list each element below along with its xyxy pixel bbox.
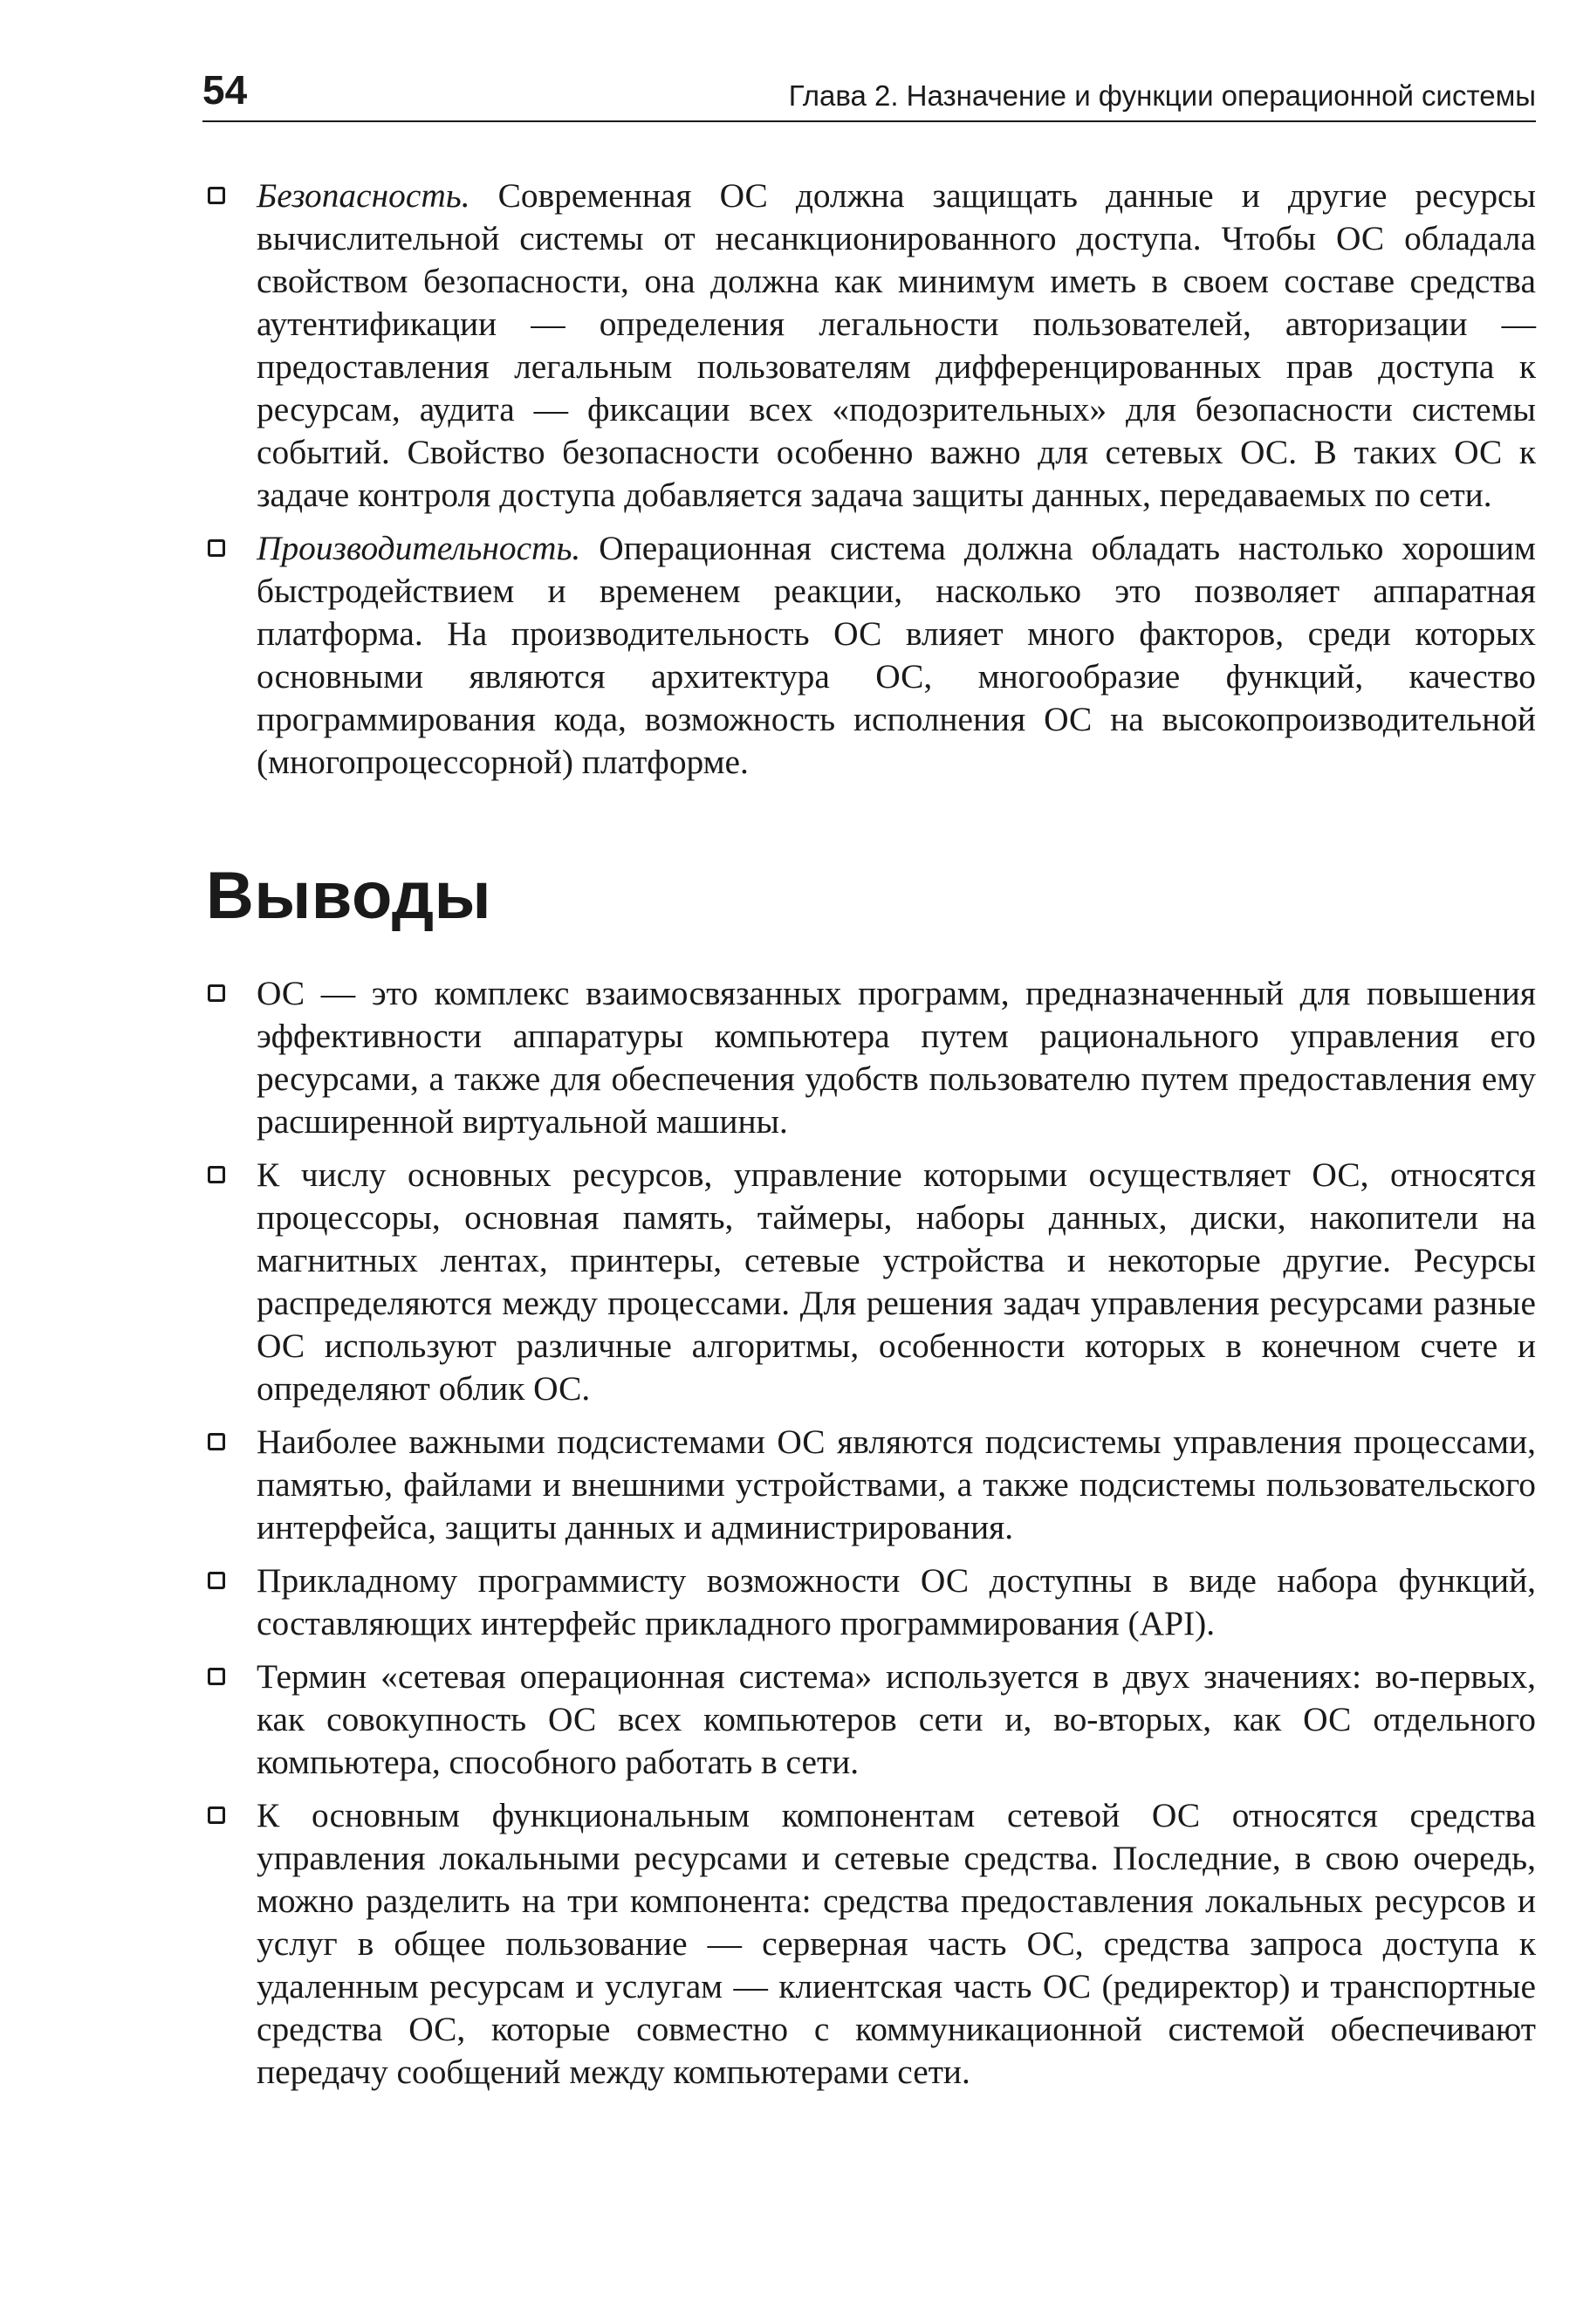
chapter-title: Глава 2. Назначение и функции операционной системы <box>788 79 1536 112</box>
checkbox-bullet-icon <box>208 984 225 1002</box>
running-header <box>202 61 1536 122</box>
list-item <box>206 972 1536 1143</box>
intro-list <box>206 175 1536 784</box>
conclusions-list <box>206 972 1536 2094</box>
checkbox-bullet-icon <box>208 1572 225 1589</box>
list-item <box>206 1560 1536 1645</box>
list-item-security <box>206 175 1536 517</box>
checkbox-bullet-icon <box>208 1166 225 1183</box>
list-item <box>206 1154 1536 1410</box>
section-heading: Выводы <box>206 859 492 933</box>
list-item <box>206 1656 1536 1784</box>
list-item <box>206 1794 1536 2094</box>
checkbox-bullet-icon <box>208 1806 225 1824</box>
item-text: Прикладному программисту возможности ОС доступны в виде набора функций, составляющих интерфейс прикладного программирования (API). <box>257 1561 1536 1642</box>
item-text: К основным функциональным компонентам сетевой ОС относятся средства управления локальными ресурсами и сетевые средства. Последние, в свою очередь, можно разделить на три компонента: средства предоставления локальных ресурсов и услуг в общее пользование — серверная часть ОС, средства запроса доступа к удаленным ресурсам и услугам — клиентская часть ОС (редиректор) и транспортные средства ОС, которые совместно с коммуникационной системой обеспечивают передачу сообщений между компьютерами сети. <box>257 1796 1536 2091</box>
item-text: Наиболее важными подсистемами ОС являются подсистемы управления процессами, памятью, файлами и внешними устройствами, а также подсистемы пользовательского интерфейса, защиты данных и администрирования. <box>257 1423 1536 1546</box>
item-text: Современная ОС должна защищать данные и другие ресурсы вычислительной системы от несанкционированного доступа. Чтобы ОС обладала свойством безопасности, она должна как минимум иметь в своем составе средства аутентификации — определения легальности пользователей, авторизации — предоставления легальным пользователям дифференцированных прав доступа к ресурсам, аудита — фиксации всех «подозрительных» для безопасности системы событий. Свойство безопасности особенно важно для сетевых ОС. В таких ОС к задаче контроля доступа добавляется задача защиты данных, передаваемых по сети. <box>257 176 1536 514</box>
page-content <box>206 175 1536 2104</box>
checkbox-bullet-icon <box>208 187 225 204</box>
item-text: Операционная система должна обладать настолько хорошим быстродействием и временем реакции, насколько это позволяет аппаратная платформа. На производительность ОС влияет много факторов, среди которых основными являются архитектура ОС, многообразие функций, качество программирования кода, возможность исполнения ОС на высокопроизводительной (многопроцессорной) платформе. <box>257 529 1536 781</box>
page-number: 54 <box>202 67 248 113</box>
checkbox-bullet-icon <box>208 1668 225 1685</box>
item-text: Термин «сетевая операционная система» используется в двух значениях: во-первых, как совокупность ОС всех компьютеров сети и, во-вторых, как ОС отдельного компьютера, способного работать в сети. <box>257 1657 1536 1781</box>
item-text: ОС — это комплекс взаимосвязанных программ, предназначенный для повышения эффективности аппаратуры компьютера путем рационального управления его ресурсами, а также для обеспечения удобств пользователю путем предоставления ему расширенной виртуальной машины. <box>257 974 1536 1141</box>
item-text: К числу основных ресурсов, управление которыми осуществляет ОС, относятся процессоры, основная память, таймеры, наборы данных, диски, накопители на магнитных лентах, принтеры, сетевые устройства и некоторые другие. Ресурсы распределяются между процессами. Для решения задач управления ресурсами разные ОС используют различные алгоритмы, особенности которых в конечном счете и определяют облик ОС. <box>257 1155 1536 1408</box>
term-security: Безопасность. <box>257 176 470 215</box>
term-performance: Производительность. <box>257 529 581 567</box>
checkbox-bullet-icon <box>208 1433 225 1450</box>
list-item <box>206 1421 1536 1549</box>
checkbox-bullet-icon <box>208 539 225 557</box>
list-item-performance <box>206 527 1536 784</box>
